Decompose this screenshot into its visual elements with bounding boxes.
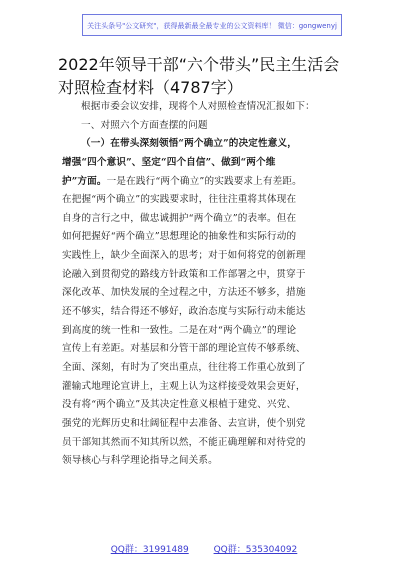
- body-line: 宣传上有差距。对基层和分管干部的理论宣传不够系统、: [62, 343, 306, 355]
- body-line: 如何把握好“两个确立”思想理论的抽象性和实际行动的: [62, 231, 297, 243]
- body-line: 实践性上，缺少全面深入的思考；对于如何将党的创新理: [62, 250, 306, 262]
- body-line: 增强“四个意识”、坚定“四个自信”、做到“两个维: [62, 156, 276, 168]
- body-paragraph: [62, 135, 344, 471]
- footer-qq-group-2[interactable]: QQ群：535304092: [213, 545, 298, 555]
- body-line: 论融入到贯彻党的路线方针政策和工作部署之中，贯穿于: [62, 268, 306, 280]
- footer: [0, 542, 408, 555]
- body-line: 强党的光辉历史和壮阔征程中去准备、去宣讲，使个别党: [62, 417, 306, 429]
- section-heading: 一、对照六个方面查摆的问题: [81, 119, 208, 131]
- document-title: [58, 53, 378, 99]
- title-line-2: 对照检查材料（4787字）: [58, 78, 243, 97]
- body-line: 全面、深刻，有时为了突出重点，往往将工作重心放到了: [62, 361, 306, 373]
- body-line: 员干部知其然而不知其所以然，不能正确理解和对待党的: [62, 436, 306, 448]
- header-banner: 关注头条号"公文研究"，获得最新最全最专业的公文资料库！ 微信：gongwenyj: [82, 14, 342, 36]
- document-body: [62, 98, 344, 471]
- footer-qq-group-1[interactable]: QQ群：31991489: [110, 545, 189, 555]
- body-line: 深化改革、加快发展的全过程之中，方法还不够多，措施: [62, 287, 306, 299]
- body-line: 到高度的统一性和一致性。二是在对“两个确立”的理论: [62, 324, 297, 336]
- body-line: （一）在带头深刻领悟“两个确立”的决定性意义，: [81, 138, 297, 150]
- body-line: 护”方面。一是在践行“两个确立”的实践要求上有差距。: [62, 175, 302, 187]
- body-line: 还不够实，结合得还不够好，政治态度与实际行动未能达: [62, 306, 306, 318]
- title-line-1: 2022年领导干部“六个带头”民主生活会: [58, 55, 340, 74]
- body-line: 没有将“两个确立”及其决定性意义根植于建党、兴党、: [62, 399, 297, 411]
- intro-paragraph: 根据市委会议安排，现将个人对照检查情况汇报如下：: [81, 101, 315, 112]
- body-line: 在把握“两个确立”的实践要求时，往往注重将其体现在: [62, 194, 297, 206]
- body-line: 领导核心与科学理论指导之间关系。: [62, 455, 218, 467]
- body-line: 灌输式地理论宣讲上，主观上认为这样接受效果会更好，: [62, 380, 306, 392]
- body-line: 自身的言行之中，做忠诚拥护“两个确立”的表率。但在: [62, 212, 297, 224]
